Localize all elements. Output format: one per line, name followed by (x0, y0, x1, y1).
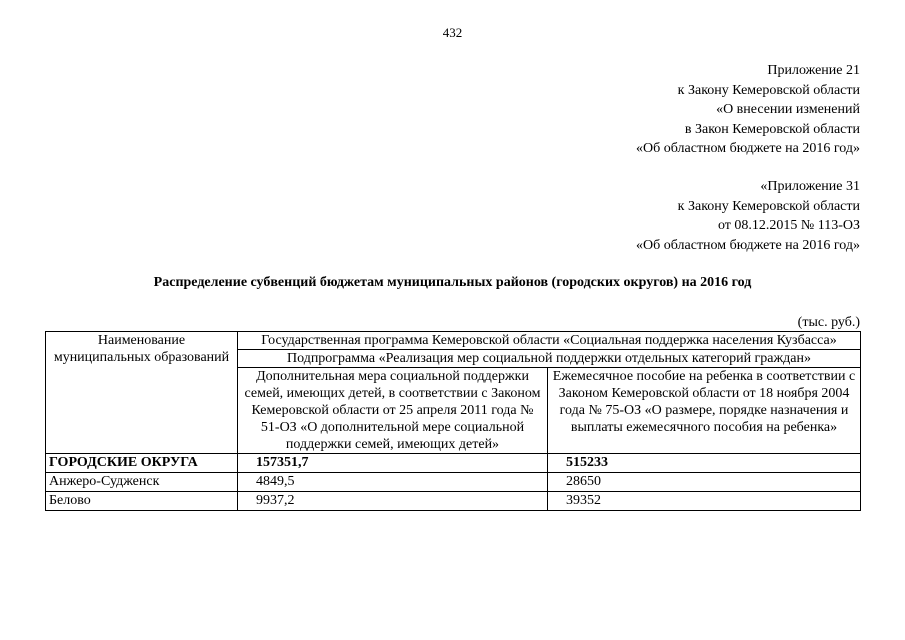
appendix-21-line: в Закон Кемеровской области (684, 121, 860, 137)
appendix-21-line: «Об областном бюджете на 2016 год» (636, 141, 860, 156)
subsidy-table (45, 331, 861, 511)
row-name: Белово (46, 492, 238, 511)
table-row (46, 454, 861, 473)
header-subprogram: Подпрограмма «Реализация мер социальной поддержки отдельных категорий граждан» (238, 350, 861, 368)
row-value-a: 4849,5 (238, 473, 548, 492)
units-label: (тыс. руб.) (797, 315, 860, 330)
table-row (46, 492, 861, 511)
row-value-a: 9937,2 (238, 492, 548, 511)
header-program: Государственная программа Кемеровской области «Социальная поддержка населения Кузбасса» (238, 332, 861, 350)
appendix-31-line: «Об областном бюджете на 2016 год» (636, 237, 860, 253)
appendix-31-line: от 08.12.2015 № 113-ОЗ (717, 218, 860, 233)
appendix-21-heading (636, 61, 860, 159)
header-col-b: Ежемесячное пособие на ребенка в соответствии с Законом Кемеровской области от 18 ноября 2004 года № 75-ОЗ «О размере, порядке назначения и выплаты ежемесячного пособия на ребенка» (548, 368, 861, 454)
row-value-b: 515233 (548, 454, 861, 473)
appendix-21-line: к Закону Кемеровской области (677, 82, 860, 98)
row-name: Анжеро-Судженск (46, 473, 238, 492)
table-header-row (46, 332, 861, 350)
appendix-21-line: Приложение 21 (767, 63, 860, 78)
row-value-b: 28650 (548, 473, 861, 492)
appendix-31-line: «Приложение 31 (760, 179, 860, 194)
appendix-31-line: к Закону Кемеровской области (677, 198, 860, 214)
table-row (46, 473, 861, 492)
row-name: ГОРОДСКИЕ ОКРУГА (46, 454, 238, 473)
page-number: 432 (442, 25, 463, 40)
row-value-a: 157351,7 (238, 454, 548, 473)
row-value-b: 39352 (548, 492, 861, 511)
appendix-31-heading (636, 177, 860, 255)
header-col-a: Дополнительная мера социальной поддержки семей, имеющих детей, в соответствии с Законом Кемеровской области от 25 апреля 2011 года № 51-ОЗ «О дополнительной мере социальной поддержки семей, имеющих детей» (238, 368, 548, 454)
header-municipality: Наименование муниципальных образований (46, 332, 238, 454)
appendix-21-line: «О внесении изменений (716, 102, 860, 117)
document-title: Распределение субвенций бюджетам муниципальных районов (городских округов) на 2016 год (153, 275, 752, 290)
